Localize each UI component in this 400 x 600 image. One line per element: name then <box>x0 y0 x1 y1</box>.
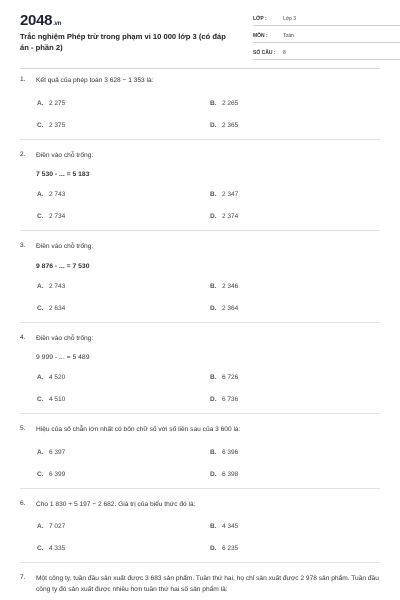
option-value: 2 375 <box>49 121 66 129</box>
answer-option-a[interactable] <box>37 374 210 381</box>
answer-option-a[interactable] <box>37 523 210 530</box>
answer-option-b[interactable] <box>210 374 380 381</box>
question-text: Cho 1 830 + 5 197 − 2 682. Giá trị của biểu thức đó là: <box>36 500 196 508</box>
option-letter: B. <box>210 374 217 381</box>
option-value: 4 520 <box>49 374 66 381</box>
answer-options <box>37 374 380 403</box>
question-expression: 9 999 - ... = 5 489 <box>36 354 90 361</box>
meta-row <box>253 31 400 43</box>
question-expression: 7 530 - ... = 5 183 <box>36 171 90 178</box>
option-value: 2 347 <box>222 191 239 198</box>
answer-option-c[interactable] <box>37 305 210 312</box>
answer-options <box>37 449 380 478</box>
question-4 <box>20 334 380 404</box>
answer-options <box>37 523 380 552</box>
answer-option-c[interactable] <box>37 471 210 478</box>
meta-row <box>253 48 400 60</box>
option-letter: D. <box>210 545 217 552</box>
question-7 <box>20 574 380 595</box>
option-letter: C. <box>37 396 44 403</box>
answer-option-b[interactable] <box>210 449 380 456</box>
option-letter: C. <box>37 470 44 478</box>
worksheet-meta <box>253 14 400 65</box>
option-value: 6 736 <box>222 396 239 403</box>
meta-row <box>253 14 400 26</box>
question-1 <box>20 76 380 129</box>
option-value: 4 345 <box>222 523 239 530</box>
option-letter: A. <box>37 374 44 381</box>
meta-value: Lớp 3 <box>283 16 297 22</box>
question-text: Hiệu của số chẵn lớn nhất có bốn chữ số với số liền sau của 3 600 là: <box>36 426 241 433</box>
meta-value: 8 <box>283 50 286 56</box>
question-6 <box>20 500 380 553</box>
question-text: Một công ty, tuần đầu sản xuất được 3 683 sản phẩm. Tuần thứ hai, họ chỉ sản xuất được 2 978 sản phẩm. Tuần đầu công ty đó sản xuất được nhiều hơn tuần thứ hai số sản phẩm là: <box>36 575 379 593</box>
option-value: 6 235 <box>222 545 239 552</box>
question-head <box>20 425 380 436</box>
question-number: 4. <box>20 333 26 341</box>
option-value: 6 397 <box>49 448 66 456</box>
option-value: 2 374 <box>222 213 239 220</box>
logo-suffix: .vn <box>53 21 61 27</box>
option-value: 7 027 <box>49 523 66 530</box>
question-number: 6. <box>20 499 26 507</box>
answer-option-d[interactable] <box>210 213 380 220</box>
option-value: 4 510 <box>49 396 66 403</box>
option-letter: B. <box>210 448 217 456</box>
question-2 <box>20 151 380 221</box>
option-value: 2 743 <box>49 191 66 198</box>
worksheet-title: Trắc nghiệm Phép trừ trong phạm vi 10 000 lớp 3 (có đáp án - phần 2) <box>20 32 226 52</box>
answer-option-a[interactable] <box>37 100 210 107</box>
site-logo[interactable] <box>20 12 61 29</box>
question-divider <box>20 230 380 231</box>
answer-option-a[interactable] <box>37 191 210 198</box>
answer-option-c[interactable] <box>37 545 210 552</box>
answer-option-b[interactable] <box>210 191 380 198</box>
answer-option-d[interactable] <box>210 396 380 403</box>
option-letter: D. <box>210 470 217 478</box>
answer-option-b[interactable] <box>210 100 380 107</box>
answer-options <box>37 191 380 220</box>
answer-options <box>37 100 380 129</box>
question-text: Điền vào chỗ trống: <box>36 151 94 159</box>
option-value: 2 634 <box>49 304 66 312</box>
question-head <box>20 334 380 345</box>
option-letter: A. <box>37 282 44 290</box>
meta-value: Toán <box>283 33 294 39</box>
answer-option-d[interactable] <box>210 305 380 312</box>
answer-option-d[interactable] <box>210 122 380 129</box>
option-letter: C. <box>37 121 44 129</box>
worksheet-header <box>20 10 380 69</box>
meta-key: MÔN : <box>253 33 268 39</box>
option-letter: D. <box>210 304 217 312</box>
question-head <box>20 242 380 253</box>
answer-option-c[interactable] <box>37 396 210 403</box>
option-value: 2 364 <box>222 304 239 312</box>
logo-main: 2048 <box>20 12 53 29</box>
answer-options <box>37 283 380 312</box>
question-number: 2. <box>20 150 26 158</box>
option-value: 6 726 <box>222 374 239 381</box>
option-letter: C. <box>37 545 44 552</box>
question-divider <box>20 322 380 323</box>
option-letter: C. <box>37 304 44 312</box>
question-expression: 9 876 - ... = 7 530 <box>36 262 90 270</box>
option-value: 2 743 <box>49 282 66 290</box>
option-letter: B. <box>210 282 217 290</box>
question-number: 3. <box>20 242 26 249</box>
question-text: Điền vào chỗ trống: <box>36 334 94 342</box>
option-letter: D. <box>210 213 217 220</box>
question-head <box>20 76 380 87</box>
option-value: 2 734 <box>49 213 66 220</box>
question-divider <box>20 562 380 563</box>
option-value: 2 346 <box>222 282 239 290</box>
question-5 <box>20 425 380 478</box>
answer-option-a[interactable] <box>37 283 210 290</box>
option-value: 6 399 <box>49 470 66 478</box>
question-3 <box>20 242 380 312</box>
question-list <box>20 76 380 595</box>
answer-option-b[interactable] <box>210 523 380 530</box>
answer-option-d[interactable] <box>210 545 380 552</box>
option-value: 6 398 <box>222 470 239 478</box>
option-letter: A. <box>37 191 44 198</box>
option-letter: A. <box>37 523 44 530</box>
question-head <box>20 500 380 511</box>
option-value: 2 265 <box>222 99 239 107</box>
option-letter: B. <box>210 99 217 107</box>
question-divider <box>20 413 380 414</box>
answer-option-a[interactable] <box>37 449 210 456</box>
question-head <box>20 151 380 162</box>
option-letter: D. <box>210 121 217 129</box>
question-number: 5. <box>20 425 26 432</box>
option-letter: D. <box>210 396 217 403</box>
option-value: 4 335 <box>49 545 66 552</box>
answer-option-d[interactable] <box>210 471 380 478</box>
option-value: 2 275 <box>49 99 66 107</box>
answer-option-c[interactable] <box>37 122 210 129</box>
question-number: 1. <box>20 76 26 83</box>
question-text: Kết quả của phép toán 3 628 − 1 353 là: <box>36 77 154 84</box>
meta-key: LỚP : <box>253 16 267 22</box>
option-value: 2 365 <box>222 121 239 129</box>
answer-option-b[interactable] <box>210 283 380 290</box>
question-number: 7. <box>20 574 26 581</box>
option-letter: A. <box>37 448 44 456</box>
question-head <box>20 574 380 595</box>
question-divider <box>20 139 380 140</box>
question-divider <box>20 488 380 489</box>
meta-key: SỐ CÂU : <box>253 50 276 56</box>
question-text: Điền vào chỗ trống: <box>36 243 94 250</box>
option-letter: C. <box>37 213 44 220</box>
option-letter: B. <box>210 191 217 198</box>
option-letter: A. <box>37 99 44 107</box>
answer-option-c[interactable] <box>37 213 210 220</box>
option-letter: B. <box>210 523 217 530</box>
option-value: 6 396 <box>222 448 239 456</box>
